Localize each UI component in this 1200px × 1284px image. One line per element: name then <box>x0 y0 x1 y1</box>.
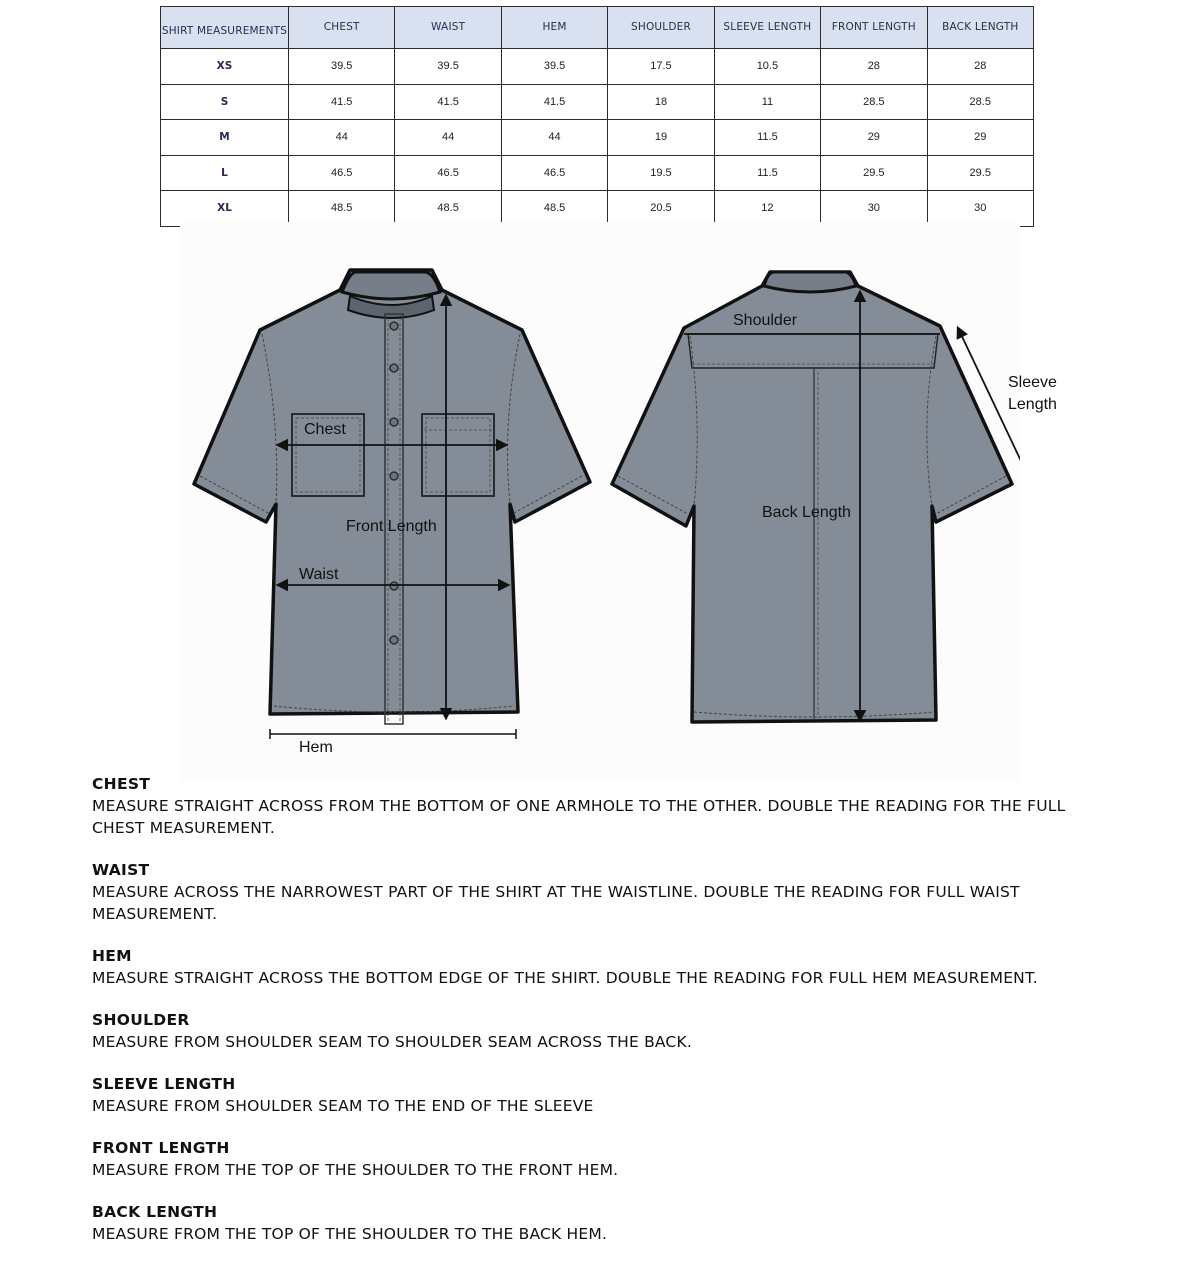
table-cell: 39.5 <box>395 49 501 85</box>
instruction-title: CHEST <box>92 775 151 793</box>
instruction-title: HEM <box>92 947 132 965</box>
size-label: L <box>161 155 289 191</box>
instruction-title: BACK LENGTH <box>92 1203 218 1221</box>
instruction-waist <box>92 860 1112 925</box>
front-shirt-illustration <box>194 270 590 739</box>
instruction-title: SHOULDER <box>92 1011 190 1029</box>
column-header: WAIST <box>395 7 501 49</box>
instruction-title: WAIST <box>92 861 150 879</box>
table-cell: 29 <box>927 120 1033 156</box>
table-row <box>161 49 1034 85</box>
instruction-text: MEASURE STRAIGHT ACROSS THE BOTTOM EDGE OF THE SHIRT. DOUBLE THE READING FOR FULL HEM MEASUREMENT. <box>92 969 1038 987</box>
chest-label: Chest <box>304 421 346 438</box>
instruction-text: MEASURE FROM SHOULDER SEAM TO SHOULDER SEAM ACROSS THE BACK. <box>92 1033 692 1051</box>
table-cell: 28 <box>821 49 927 85</box>
shirt-measurement-diagram <box>180 222 1057 782</box>
table-cell: 44 <box>501 120 607 156</box>
size-label: XL <box>161 191 289 227</box>
table-cell: 30 <box>821 191 927 227</box>
table-cell: 19.5 <box>608 155 714 191</box>
table-cell: 28.5 <box>927 84 1033 120</box>
size-chart-table <box>160 6 1034 227</box>
table-cell: 28 <box>927 49 1033 85</box>
back-length-label: Back Length <box>762 504 851 521</box>
table-cell: 30 <box>927 191 1033 227</box>
table-cell: 48.5 <box>289 191 395 227</box>
instruction-front-length <box>92 1138 1112 1181</box>
table-cell: 41.5 <box>501 84 607 120</box>
table-cell: 39.5 <box>289 49 395 85</box>
size-label: XS <box>161 49 289 85</box>
table-cell: 28.5 <box>821 84 927 120</box>
table-cell: 19 <box>608 120 714 156</box>
front-length-label: Front Length <box>346 518 437 535</box>
table-cell: 44 <box>289 120 395 156</box>
instruction-title: FRONT LENGTH <box>92 1139 230 1157</box>
table-cell: 18 <box>608 84 714 120</box>
table-cell: 29.5 <box>927 155 1033 191</box>
instruction-text: MEASURE FROM THE TOP OF THE SHOULDER TO THE BACK HEM. <box>92 1225 608 1243</box>
size-label: S <box>161 84 289 120</box>
table-cell: 46.5 <box>289 155 395 191</box>
table-cell: 10.5 <box>714 49 820 85</box>
table-cell: 12 <box>714 191 820 227</box>
table-corner-header: SHIRT MEASUREMENTS <box>161 7 289 49</box>
table-cell: 46.5 <box>501 155 607 191</box>
table-header-row <box>161 7 1034 49</box>
waist-label: Waist <box>299 566 339 583</box>
instruction-text: MEASURE STRAIGHT ACROSS FROM THE BOTTOM OF ONE ARMHOLE TO THE OTHER. DOUBLE THE READING FOR THE FULL CHEST MEASUREMENT. <box>92 797 1066 837</box>
table-cell: 44 <box>395 120 501 156</box>
instruction-chest <box>92 774 1112 839</box>
table-cell: 48.5 <box>395 191 501 227</box>
size-label: M <box>161 120 289 156</box>
table-cell: 20.5 <box>608 191 714 227</box>
table-cell: 11 <box>714 84 820 120</box>
table-cell: 41.5 <box>395 84 501 120</box>
table-cell: 17.5 <box>608 49 714 85</box>
column-header: BACK LENGTH <box>927 7 1033 49</box>
instruction-back-length <box>92 1202 1112 1245</box>
table-cell: 29.5 <box>821 155 927 191</box>
table-cell: 29 <box>821 120 927 156</box>
shoulder-label: Shoulder <box>733 312 798 329</box>
instruction-text: MEASURE ACROSS THE NARROWEST PART OF THE SHIRT AT THE WAISTLINE. DOUBLE THE READING FOR FULL WAIST MEASUREMENT. <box>92 883 1020 923</box>
instruction-sleeve-length <box>92 1074 1112 1117</box>
table-row <box>161 120 1034 156</box>
hem-label: Hem <box>299 739 333 756</box>
column-header: FRONT LENGTH <box>821 7 927 49</box>
table-cell: 39.5 <box>501 49 607 85</box>
column-header: SLEEVE LENGTH <box>714 7 820 49</box>
table-row <box>161 155 1034 191</box>
sleeve-length-label-line1: Sleeve <box>1008 374 1057 391</box>
table-cell: 46.5 <box>395 155 501 191</box>
instruction-text: MEASURE FROM SHOULDER SEAM TO THE END OF THE SLEEVE <box>92 1097 594 1115</box>
instruction-title: SLEEVE LENGTH <box>92 1075 236 1093</box>
sleeve-length-label-line2: Length <box>1008 396 1057 413</box>
shirt-diagram-svg <box>180 222 1020 782</box>
table-row <box>161 84 1034 120</box>
back-shirt-illustration <box>612 272 1020 722</box>
sleeve-length-label <box>1008 372 1057 416</box>
measurement-instructions <box>92 774 1112 1266</box>
column-header: SHOULDER <box>608 7 714 49</box>
instruction-text: MEASURE FROM THE TOP OF THE SHOULDER TO THE FRONT HEM. <box>92 1161 619 1179</box>
instruction-hem <box>92 946 1112 989</box>
column-header: HEM <box>501 7 607 49</box>
table-row <box>161 191 1034 227</box>
table-cell: 11.5 <box>714 120 820 156</box>
table-cell: 11.5 <box>714 155 820 191</box>
column-header: CHEST <box>289 7 395 49</box>
instruction-shoulder <box>92 1010 1112 1053</box>
table-cell: 48.5 <box>501 191 607 227</box>
table-cell: 41.5 <box>289 84 395 120</box>
